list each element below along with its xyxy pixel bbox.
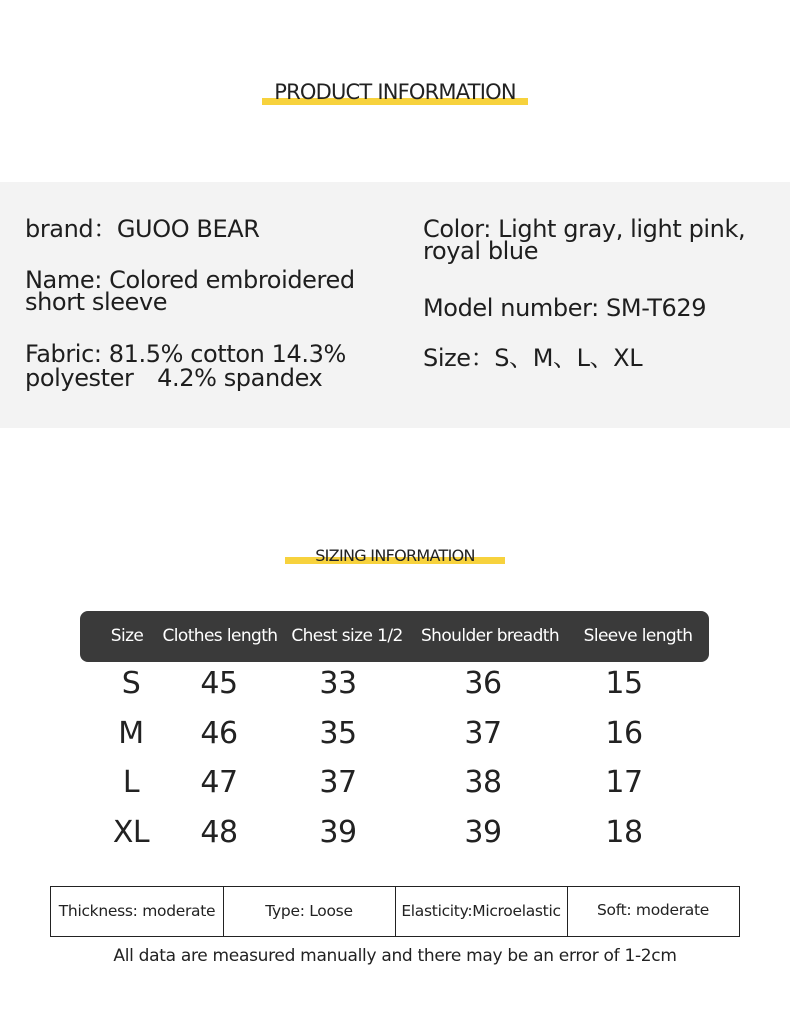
product-info-panel (0, 182, 790, 428)
table-row (0, 714, 790, 754)
cell-chest-size: 35 (319, 716, 357, 751)
cell-sleeve-length: 16 (605, 716, 643, 751)
cell-size: XL (112, 815, 150, 850)
sizing-title-text: SIZING INFORMATION (315, 546, 475, 565)
cell-size: M (118, 716, 144, 751)
name-line-1: Name: Colored embroidered (25, 266, 355, 294)
attribute-type: Type: Loose (223, 887, 396, 936)
cell-clothes-length: 45 (200, 666, 238, 701)
cell-sleeve-length: 18 (605, 815, 643, 850)
color-text (423, 215, 746, 265)
cell-clothes-length: 46 (200, 716, 238, 751)
header-chest-size: Chest size 1/2 (291, 626, 403, 646)
header-sleeve-length: Sleeve length (583, 626, 693, 646)
table-row (0, 813, 790, 853)
attributes-table (50, 886, 740, 937)
sizing-title-wrap (285, 546, 505, 565)
attribute-elasticity: Elasticity:Microelastic (395, 887, 568, 936)
fabric-text (25, 342, 346, 390)
brand-text: brand：GUOO BEAR (25, 215, 260, 243)
size-table-header (80, 611, 709, 662)
color-line-2: royal blue (423, 237, 539, 265)
cell-size: L (122, 765, 140, 800)
cell-shoulder-breadth: 37 (464, 716, 502, 751)
color-line-1: Color: Light gray, light pink, (423, 215, 746, 243)
cell-chest-size: 37 (319, 765, 357, 800)
product-information-title (0, 80, 790, 104)
cell-sleeve-length: 15 (605, 666, 643, 701)
size-list-text: Size：S、M、L、XL (423, 344, 643, 372)
name-line-2: short sleeve (25, 288, 168, 316)
header-size: Size (110, 626, 144, 646)
cell-size: S (121, 666, 141, 701)
table-row (0, 664, 790, 704)
cell-chest-size: 33 (319, 666, 357, 701)
cell-shoulder-breadth: 38 (464, 765, 502, 800)
fabric-line-1: Fabric: 81.5% cotton 14.3% (25, 340, 346, 368)
header-shoulder-breadth: Shoulder breadth (420, 626, 560, 646)
measurement-note: All data are measured manually and there may be an error of 1-2cm (113, 946, 677, 966)
header-clothes-length: Clothes length (162, 626, 278, 646)
fabric-line-2: polyester 4.2% spandex (25, 364, 323, 392)
product-title-wrap (262, 80, 528, 104)
attribute-softness: Soft: moderate (597, 901, 709, 919)
model-number-text: Model number: SM-T629 (423, 294, 707, 322)
attribute-thickness: Thickness: moderate (51, 887, 224, 936)
cell-sleeve-length: 17 (605, 765, 643, 800)
cell-clothes-length: 48 (200, 815, 238, 850)
table-row (0, 763, 790, 803)
cell-chest-size: 39 (319, 815, 357, 850)
product-title-text: PRODUCT INFORMATION (274, 80, 516, 104)
cell-shoulder-breadth: 36 (464, 666, 502, 701)
cell-clothes-length: 47 (200, 765, 238, 800)
sizing-information-title (0, 546, 790, 565)
cell-shoulder-breadth: 39 (464, 815, 502, 850)
name-text (25, 266, 355, 316)
